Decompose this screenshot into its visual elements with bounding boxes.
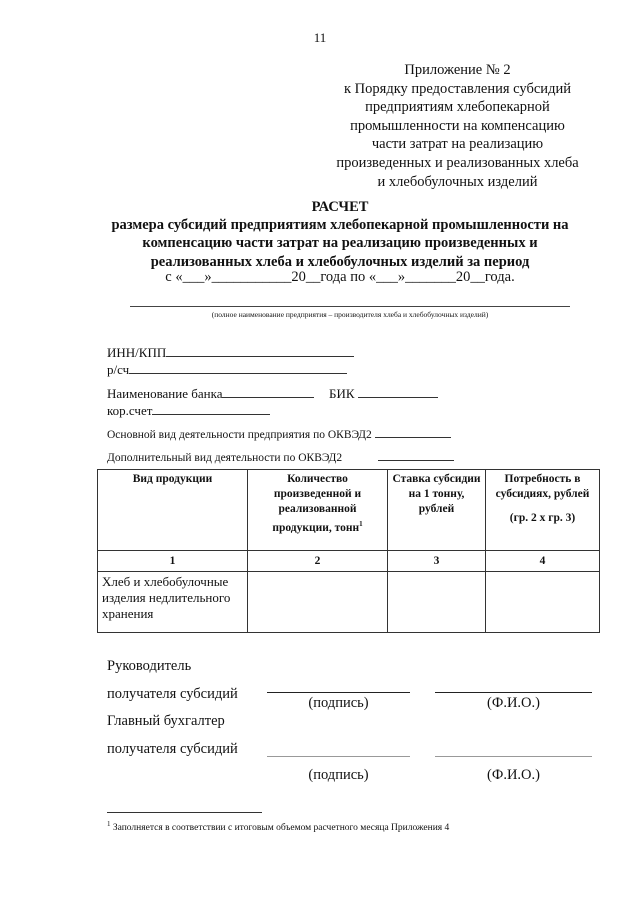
main-activity-label: Основной вид деятельности предприятия по ОКВЭД2 [107,429,372,441]
document-title [100,198,580,271]
bik-blank[interactable] [358,385,438,398]
appendix-line: промышленности на компенсацию [350,117,565,134]
header-product-type: Вид продукции [98,470,248,551]
column-number: 2 [248,551,388,572]
bank-field[interactable] [107,385,438,402]
rate-cell[interactable] [388,572,486,633]
account-blank[interactable] [129,361,347,374]
product-cell: Хлеб и хлебобулочные изделия недлительного хранения [98,572,248,633]
title-heading: РАСЧЕТ [311,199,369,215]
head-signature-line[interactable] [267,692,410,693]
accountant-fio-caption: (Ф.И.О.) [487,767,540,783]
quantity-cell[interactable] [248,572,388,633]
footnote-ref: 1 [359,520,363,528]
column-number: 1 [98,551,248,572]
bik-label: БИК [328,386,355,401]
column-number: 4 [486,551,600,572]
appendix-line: произведенных и реализованных хлеба [336,154,579,171]
inn-field[interactable] [107,344,354,361]
head-fio-line[interactable] [435,692,592,693]
head-fio-caption: (Ф.И.О.) [487,695,540,711]
accountant-signature-caption: (подпись) [308,767,369,783]
header-quantity-text: Количество произведенной и реализованной продукции, тонн [272,473,362,534]
footnote-separator [107,812,262,813]
accountant-signature-line[interactable] [267,756,410,757]
need-cell[interactable] [486,572,600,633]
inn-label: ИНН/КПП [107,345,167,360]
accountant-fio-line[interactable] [435,756,592,757]
page-number: 11 [313,30,327,45]
main-activity-field[interactable] [107,425,451,441]
period-line: с «___»___________20__года по «___»_______20__года. [165,269,515,285]
head-recipient-label: получателя субсидий [107,686,238,702]
extra-activity-label: Дополнительный вид деятельности по ОКВЭД2 [107,452,343,464]
table-number-row [98,551,600,572]
main-activity-blank[interactable] [375,425,451,438]
extra-activity-field[interactable] [107,448,454,464]
header-rate: Ставка субсидии на 1 тонну, рублей [388,470,486,551]
header-need-formula: (гр. 2 х гр. 3) [509,512,576,524]
footnote [107,820,449,833]
appendix-line: части затрат на реализацию [371,136,544,153]
extra-activity-blank[interactable] [378,448,454,461]
appendix-line: и хлебобулочных изделий [377,173,538,190]
table-header-row [98,470,600,551]
account-label: р/сч [107,362,130,377]
accountant-label: Главный бухгалтер [107,713,225,729]
title-line: реализованных хлеба и хлебобулочных изделий за период [150,253,530,270]
title-line: размера субсидий предприятиям хлебопекарной промышленности на [111,217,569,234]
inn-blank[interactable] [166,344,354,357]
enterprise-caption: (полное наименование предприятия – производителя хлеба и хлебобулочных изделий) [211,310,489,319]
head-label: Руководитель [107,658,192,674]
appendix-line: к Порядку предоставления субсидий [344,80,571,97]
title-line: компенсацию части затрат на реализацию произведенных и [142,235,538,252]
head-signature-caption: (подпись) [308,695,369,711]
corr-field[interactable] [107,402,270,419]
header-quantity [248,470,388,551]
table-row [98,572,600,633]
bank-blank[interactable] [222,385,314,398]
account-field[interactable] [107,361,347,378]
header-need [486,470,600,551]
appendix-line: Приложение № 2 [404,62,511,78]
appendix-line: предприятиям хлебопекарной [365,99,550,116]
header-need-text: Потребность в субсидиях, рублей [495,473,590,500]
footnote-text: Заполняется в соответствии с итоговым объемом расчетного месяца Приложения 4 [110,823,450,834]
accountant-recipient-label: получателя субсидий [107,741,238,757]
corr-blank[interactable] [152,402,270,415]
bank-label: Наименование банка [107,386,223,401]
enterprise-name-line[interactable] [130,306,570,307]
column-number: 3 [388,551,486,572]
appendix-block [320,61,595,191]
corr-label: кор.счет [107,403,153,418]
footnote-mark: 1 [107,820,111,828]
calculation-table [97,469,600,633]
